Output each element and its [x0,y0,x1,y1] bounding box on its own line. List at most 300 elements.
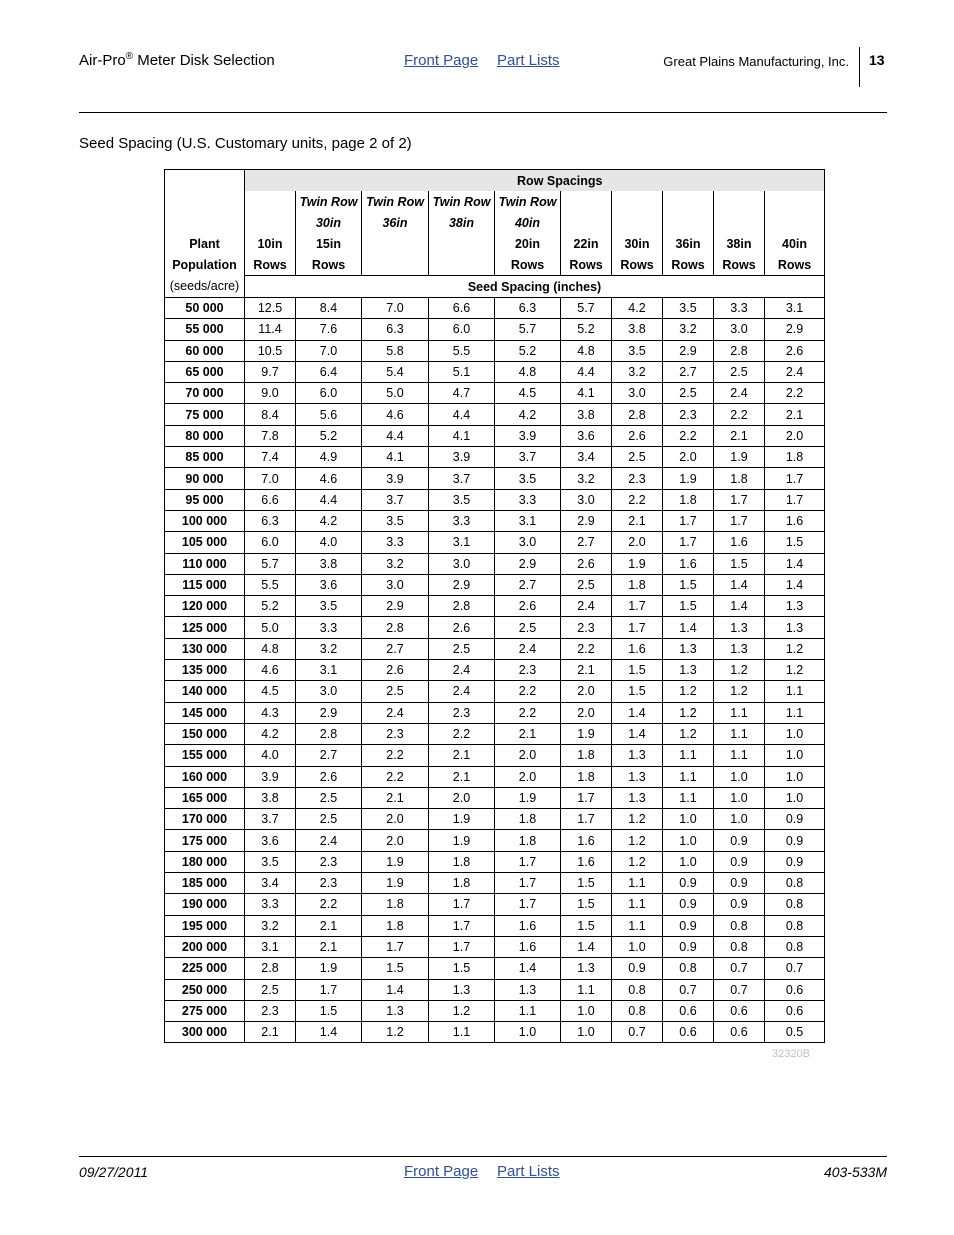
col-rows-22: Rows [561,254,612,276]
spacing-cell: 2.3 [495,660,561,681]
col-rows-38: Rows [714,254,765,276]
spacing-cell: 0.9 [714,873,765,894]
spacing-cell: 1.6 [495,936,561,957]
spacing-cell: 2.5 [663,383,714,404]
spacing-cell: 3.5 [495,468,561,489]
spacing-cell: 3.0 [714,319,765,340]
spacing-cell: 2.7 [663,361,714,382]
spacing-cell: 2.0 [663,447,714,468]
spacing-cell: 6.3 [362,319,429,340]
spacing-cell: 0.9 [663,873,714,894]
spacing-cell: 2.5 [714,361,765,382]
population-cell: 140 000 [165,681,245,702]
table-row [165,574,825,595]
spacing-cell: 2.6 [612,425,663,446]
table-row [165,447,825,468]
spacing-cell: 3.0 [429,553,495,574]
table-row [165,617,825,638]
population-cell: 225 000 [165,958,245,979]
spacing-cell: 3.5 [663,298,714,319]
spacing-cell: 0.9 [714,894,765,915]
spacing-cell: 2.9 [561,510,612,531]
spacing-cell: 1.4 [561,936,612,957]
spacing-cell: 3.7 [429,468,495,489]
twin-size-40: 40in [495,212,561,233]
spacing-cell: 8.4 [296,298,362,319]
spacing-cell: 7.0 [362,298,429,319]
spacing-cell: 2.5 [245,979,296,1000]
twin-size-36: 36in [362,212,429,233]
twin-row-30-label: Twin Row [296,191,362,212]
table-row [165,958,825,979]
population-cell: 55 000 [165,319,245,340]
spacing-cell: 9.0 [245,383,296,404]
spacing-cell: 1.9 [495,787,561,808]
population-cell: 190 000 [165,894,245,915]
spacing-cell: 0.8 [765,873,825,894]
spacing-cell: 5.2 [245,596,296,617]
seeds-acre-label: (seeds/acre) [165,276,245,298]
spacing-cell: 1.7 [495,894,561,915]
population-cell: 80 000 [165,425,245,446]
front-page-link[interactable]: Front Page [404,52,479,69]
spacing-cell: 3.1 [495,510,561,531]
spacing-cell: 3.3 [296,617,362,638]
spacing-cell: 2.1 [296,915,362,936]
spacing-cell: 3.7 [362,489,429,510]
table-row [165,468,825,489]
spacing-cell: 1.0 [765,745,825,766]
spacing-cell: 1.6 [765,510,825,531]
spacing-cell: 0.7 [765,958,825,979]
spacing-cell: 2.0 [495,766,561,787]
spacing-cell: 3.0 [612,383,663,404]
spacing-cell: 1.1 [765,702,825,723]
spacing-cell: 1.8 [362,894,429,915]
spacing-cell: 7.0 [245,468,296,489]
plant-population-header-cell [165,170,245,192]
spacing-cell: 2.2 [765,383,825,404]
spacing-cell: 2.1 [612,510,663,531]
spacing-cell: 3.7 [245,809,296,830]
spacing-cell: 1.5 [663,574,714,595]
spacing-cell: 3.0 [296,681,362,702]
table-row [165,851,825,872]
spacing-cell: 1.3 [362,1000,429,1021]
spacing-cell: 3.8 [612,319,663,340]
spacing-cell: 1.3 [714,617,765,638]
figure-id: 32320B [772,1048,810,1060]
spacing-cell: 1.8 [495,809,561,830]
spacing-cell: 2.1 [714,425,765,446]
spacing-cell: 4.2 [612,298,663,319]
spacing-cell: 5.0 [362,383,429,404]
seed-spacing-table [164,169,825,1043]
spacing-cell: 1.2 [714,681,765,702]
population-cell: 175 000 [165,830,245,851]
spacing-cell: 3.9 [362,468,429,489]
spacing-cell: 2.4 [429,660,495,681]
table-row [165,489,825,510]
spacing-cell: 1.8 [765,447,825,468]
spacing-cell: 1.3 [612,766,663,787]
spacing-cell: 2.2 [612,489,663,510]
population-cell: 150 000 [165,723,245,744]
spacing-cell: 1.5 [765,532,825,553]
spacing-cell: 7.0 [296,340,362,361]
footer-date: 09/27/2011 [79,1164,149,1180]
spacing-cell: 2.1 [429,766,495,787]
col-rows-30: Rows [612,254,663,276]
spacing-cell: 1.7 [495,851,561,872]
spacing-cell: 2.4 [495,638,561,659]
spacing-cell: 3.5 [362,510,429,531]
spacing-cell: 1.0 [561,1022,612,1043]
spacing-cell: 3.2 [245,915,296,936]
spacing-cell: 1.4 [612,702,663,723]
part-lists-link[interactable]: Part Lists [497,52,560,69]
population-cell: 275 000 [165,1000,245,1021]
spacing-cell: 0.9 [663,894,714,915]
spacing-cell: 1.0 [714,766,765,787]
spacing-cell: 3.3 [714,298,765,319]
spacing-cell: 1.9 [612,553,663,574]
spacing-cell: 3.0 [561,489,612,510]
section-title: Seed Spacing (U.S. Customary units, page 2 of 2) [79,135,412,152]
spacing-cell: 1.3 [663,638,714,659]
spacing-cell: 4.8 [245,638,296,659]
spacing-cell: 1.9 [362,873,429,894]
spacing-cell: 1.1 [663,766,714,787]
spacing-cell: 1.1 [714,723,765,744]
spacing-cell: 0.9 [714,830,765,851]
spacing-cell: 2.0 [362,809,429,830]
spacing-cell: 0.6 [663,1022,714,1043]
spacing-cell: 1.1 [612,873,663,894]
spacing-cell: 5.5 [245,574,296,595]
spacing-cell: 2.9 [663,340,714,361]
spacing-cell: 1.9 [429,830,495,851]
spacing-cell: 3.6 [561,425,612,446]
spacing-cell: 2.8 [362,617,429,638]
spacing-cell: 3.4 [245,873,296,894]
spacing-cell: 1.7 [714,489,765,510]
table-row [165,702,825,723]
spacing-cell: 2.4 [429,681,495,702]
spacing-cell: 6.6 [429,298,495,319]
spacing-cell: 1.4 [495,958,561,979]
population-cell: 180 000 [165,851,245,872]
spacing-cell: 3.1 [245,936,296,957]
spacing-cell: 1.7 [561,809,612,830]
spacing-cell: 3.3 [495,489,561,510]
col-rows-20: Rows [495,254,561,276]
table-row [165,830,825,851]
population-cell: 160 000 [165,766,245,787]
spacing-cell: 2.2 [362,766,429,787]
table-row [165,979,825,1000]
population-cell: 50 000 [165,298,245,319]
table-row [165,936,825,957]
spacing-cell: 1.2 [429,1000,495,1021]
spacing-cell: 4.5 [495,383,561,404]
spacing-cell: 5.7 [561,298,612,319]
spacing-cell: 4.4 [561,361,612,382]
spacing-cell: 1.0 [765,766,825,787]
spacing-cell: 2.8 [429,596,495,617]
spacing-cell: 5.6 [296,404,362,425]
population-cell: 130 000 [165,638,245,659]
spacing-cell: 1.6 [663,553,714,574]
spacing-cell: 1.0 [714,809,765,830]
spacing-cell: 2.1 [765,404,825,425]
spacing-cell: 2.1 [296,936,362,957]
spacing-cell: 2.7 [495,574,561,595]
table-row [165,638,825,659]
spacing-cell: 5.5 [429,340,495,361]
spacing-cell: 3.8 [296,553,362,574]
spacing-cell: 4.6 [362,404,429,425]
table-row [165,766,825,787]
spacing-cell: 4.1 [429,425,495,446]
spacing-cell: 2.3 [663,404,714,425]
footer-part-lists-link[interactable]: Part Lists [497,1163,560,1180]
spacing-cell: 3.8 [245,787,296,808]
spacing-cell: 1.7 [612,596,663,617]
population-cell: 155 000 [165,745,245,766]
spacing-cell: 1.3 [612,745,663,766]
spacing-cell: 0.6 [765,1000,825,1021]
spacing-cell: 1.4 [765,574,825,595]
spacing-cell: 1.1 [612,915,663,936]
spacing-cell: 3.9 [495,425,561,446]
table-row [165,553,825,574]
population-cell: 70 000 [165,383,245,404]
spacing-cell: 1.5 [429,958,495,979]
spacing-cell: 1.7 [429,915,495,936]
spacing-cell: 2.0 [561,702,612,723]
spacing-cell: 1.5 [612,681,663,702]
spacing-cell: 6.3 [495,298,561,319]
spacing-cell: 1.7 [362,936,429,957]
spacing-cell: 0.8 [765,894,825,915]
spacing-cell: 0.8 [765,936,825,957]
population-cell: 115 000 [165,574,245,595]
spacing-cell: 5.2 [296,425,362,446]
spacing-cell: 4.7 [429,383,495,404]
table-row [165,1000,825,1021]
spacing-cell: 1.2 [612,830,663,851]
table-row [165,319,825,340]
spacing-cell: 2.0 [765,425,825,446]
spacing-cell: 1.2 [362,1022,429,1043]
spacing-cell: 2.5 [561,574,612,595]
spacing-cell: 0.9 [765,830,825,851]
spacing-cell: 5.0 [245,617,296,638]
spacing-cell: 1.6 [612,638,663,659]
spacing-cell: 1.1 [765,681,825,702]
spacing-cell: 2.4 [714,383,765,404]
population-cell: 110 000 [165,553,245,574]
spacing-cell: 2.7 [296,745,362,766]
spacing-cell: 6.4 [296,361,362,382]
spacing-cell: 10.5 [245,340,296,361]
spacing-cell: 1.2 [663,681,714,702]
spacing-cell: 2.9 [296,702,362,723]
col-size-20: 20in [495,233,561,254]
spacing-cell: 1.7 [765,489,825,510]
spacing-cell: 0.9 [663,936,714,957]
spacing-cell: 2.3 [245,1000,296,1021]
spacing-cell: 0.7 [663,979,714,1000]
spacing-cell: 4.2 [495,404,561,425]
spacing-cell: 0.7 [714,979,765,1000]
spacing-cell: 1.7 [495,873,561,894]
spacing-cell: 1.9 [429,809,495,830]
spacing-cell: 1.3 [663,660,714,681]
spacing-cell: 2.8 [245,958,296,979]
spacing-cell: 12.5 [245,298,296,319]
table-row [165,510,825,531]
population-cell: 135 000 [165,660,245,681]
population-cell: 195 000 [165,915,245,936]
spacing-cell: 1.1 [714,745,765,766]
spacing-cell: 1.8 [561,745,612,766]
spacing-cell: 1.8 [612,574,663,595]
spacing-cell: 1.5 [561,894,612,915]
spacing-cell: 3.1 [765,298,825,319]
spacing-cell: 1.8 [714,468,765,489]
col-rows-40: Rows [765,254,825,276]
spacing-cell: 1.4 [612,723,663,744]
spacing-cell: 3.5 [296,596,362,617]
spacing-cell: 7.4 [245,447,296,468]
spacing-cell: 1.1 [561,979,612,1000]
spacing-cell: 1.1 [429,1022,495,1043]
table-row [165,532,825,553]
spacing-cell: 1.0 [765,787,825,808]
spacing-cell: 2.6 [362,660,429,681]
spacing-cell: 1.2 [663,723,714,744]
spacing-cell: 4.3 [245,702,296,723]
spacing-cell: 0.9 [663,915,714,936]
spacing-cell: 1.8 [495,830,561,851]
spacing-cell: 3.2 [663,319,714,340]
spacing-cell: 1.2 [765,638,825,659]
twin-row-40-label: Twin Row [495,191,561,212]
table-row [165,873,825,894]
spacing-cell: 1.4 [714,574,765,595]
spacing-cell: 3.2 [612,361,663,382]
spacing-cell: 0.9 [765,809,825,830]
spacing-cell: 9.7 [245,361,296,382]
spacing-cell: 2.5 [495,617,561,638]
spacing-cell: 2.8 [296,723,362,744]
footer-front-page-link[interactable]: Front Page [404,1163,479,1180]
spacing-cell: 2.1 [429,745,495,766]
table-row [165,660,825,681]
spacing-cell: 3.2 [561,468,612,489]
twin-row-38-label: Twin Row [429,191,495,212]
population-cell: 90 000 [165,468,245,489]
spacing-cell: 3.0 [362,574,429,595]
spacing-cell: 2.2 [495,681,561,702]
spacing-cell: 1.3 [714,638,765,659]
spacing-cell: 2.9 [429,574,495,595]
col-rows-15: Rows [296,254,362,276]
spacing-cell: 3.6 [296,574,362,595]
spacing-cell: 8.4 [245,404,296,425]
spacing-cell: 1.4 [714,596,765,617]
population-cell: 65 000 [165,361,245,382]
spacing-cell: 2.3 [296,851,362,872]
spacing-cell: 3.1 [429,532,495,553]
spacing-cell: 2.1 [362,787,429,808]
spacing-cell: 2.6 [296,766,362,787]
spacing-cell: 6.0 [296,383,362,404]
spacing-cell: 6.0 [245,532,296,553]
spacing-cell: 7.6 [296,319,362,340]
spacing-cell: 3.5 [612,340,663,361]
spacing-cell: 1.5 [362,958,429,979]
spacing-cell: 0.9 [612,958,663,979]
spacing-cell: 4.0 [296,532,362,553]
spacing-cell: 1.8 [429,851,495,872]
twin-row-36-label: Twin Row [362,191,429,212]
col-size-10: 10in [245,233,296,254]
spacing-cell: 3.5 [245,851,296,872]
spacing-cell: 4.8 [495,361,561,382]
twin-size-30: 30in [296,212,362,233]
spacing-cell: 2.5 [296,787,362,808]
spacing-cell: 1.5 [561,915,612,936]
table-row [165,404,825,425]
spacing-cell: 4.9 [296,447,362,468]
spacing-cell: 1.4 [362,979,429,1000]
header-divider [859,47,860,87]
spacing-cell: 1.8 [429,873,495,894]
col-rows-10: Rows [245,254,296,276]
spacing-cell: 5.7 [245,553,296,574]
spacing-cell: 5.2 [495,340,561,361]
population-cell: 85 000 [165,447,245,468]
population-cell: 125 000 [165,617,245,638]
population-label: Population [165,254,245,276]
col-rows-36: Rows [663,254,714,276]
spacing-cell: 2.2 [296,894,362,915]
spacing-cell: 1.1 [663,787,714,808]
twin-size-38: 38in [429,212,495,233]
spacing-cell: 1.7 [612,617,663,638]
spacing-cell: 1.9 [561,723,612,744]
spacing-cell: 3.4 [561,447,612,468]
spacing-cell: 4.0 [245,745,296,766]
spacing-cell: 1.5 [663,596,714,617]
table-row [165,425,825,446]
population-cell: 250 000 [165,979,245,1000]
spacing-cell: 1.3 [429,979,495,1000]
spacing-cell: 1.7 [561,787,612,808]
spacing-cell: 0.7 [612,1022,663,1043]
spacing-cell: 1.8 [362,915,429,936]
spacing-cell: 0.6 [714,1022,765,1043]
spacing-cell: 5.8 [362,340,429,361]
spacing-cell: 1.4 [663,617,714,638]
spacing-cell: 1.0 [663,809,714,830]
spacing-cell: 1.3 [765,596,825,617]
spacing-cell: 2.2 [663,425,714,446]
spacing-cell: 1.4 [296,1022,362,1043]
